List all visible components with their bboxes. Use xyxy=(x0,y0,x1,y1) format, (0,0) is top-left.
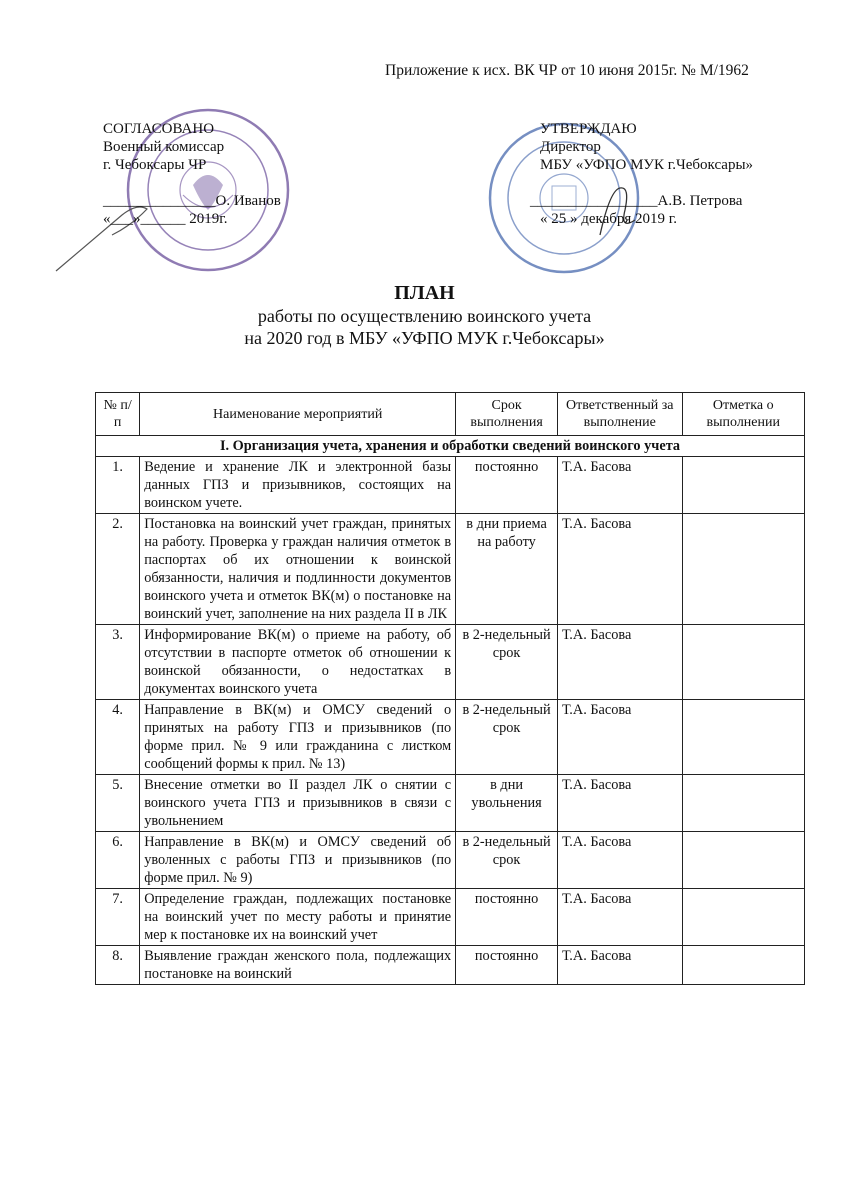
commissar-date: «___»______ 2019г. xyxy=(103,211,228,227)
table-row xyxy=(96,625,805,700)
header-term: Срок выполнения xyxy=(456,393,558,436)
table-header-row xyxy=(96,393,805,436)
director-signature: _________________А.В. Петрова xyxy=(530,193,743,209)
document-title: ПЛАН xyxy=(394,282,455,304)
row-resp: Т.А. Басова xyxy=(558,832,683,889)
row-name: Выявление граждан женского пола, подлежащих постановке на воинский xyxy=(140,946,456,985)
document-subtitle xyxy=(0,305,849,349)
row-num: 5. xyxy=(96,775,140,832)
header-name: Наименование мероприятий xyxy=(140,393,456,436)
row-num: 1. xyxy=(96,457,140,514)
row-term: в дни приема на работу xyxy=(456,514,558,625)
row-term: в 2-недельный срок xyxy=(456,625,558,700)
table-row xyxy=(96,889,805,946)
row-resp: Т.А. Басова xyxy=(558,457,683,514)
row-num: 4. xyxy=(96,700,140,775)
row-name: Направление в ВК(м) и ОМСУ сведений об уволенных с работы ГПЗ и призывников (по форме прил. № 9) xyxy=(140,832,456,889)
subtitle-line-2: на 2020 год в МБУ «УФПО МУК г.Чебоксары» xyxy=(244,328,605,348)
section-row xyxy=(96,436,805,457)
director-position: Директор xyxy=(540,139,601,155)
row-term: в 2-недельный срок xyxy=(456,700,558,775)
row-name: Определение граждан, подлежащих постановке на воинский учет по месту работы и принятие мер к постановке их на воинский учет xyxy=(140,889,456,946)
row-mark xyxy=(682,457,805,514)
row-mark xyxy=(682,700,805,775)
director-date: « 25 » декабря 2019 г. xyxy=(540,211,677,227)
row-term: постоянно xyxy=(456,889,558,946)
table-row xyxy=(96,775,805,832)
row-mark xyxy=(682,625,805,700)
row-term: в дни увольнения xyxy=(456,775,558,832)
approve-label: УТВЕРЖДАЮ xyxy=(540,121,637,137)
row-term: в 2-недельный срок xyxy=(456,832,558,889)
director-org: МБУ «УФПО МУК г.Чебоксары» xyxy=(540,157,754,173)
row-resp: Т.А. Басова xyxy=(558,775,683,832)
row-mark xyxy=(682,946,805,985)
commissar-signature: _______________О. Иванов xyxy=(103,193,281,209)
row-resp: Т.А. Басова xyxy=(558,625,683,700)
annex-note: Приложение к исх. ВК ЧР от 10 июня 2015г. № М/1962 xyxy=(385,62,749,79)
approval-right-block xyxy=(530,120,754,228)
table-row xyxy=(96,514,805,625)
section-title: I. Организация учета, хранения и обработки сведений воинского учета xyxy=(96,436,805,457)
approved-label: СОГЛАСОВАНО xyxy=(103,121,215,137)
header-num: № п/п xyxy=(96,393,140,436)
commissar-position: Военный комиссар xyxy=(103,139,225,155)
row-name: Информирование ВК(м) о приеме на работу, об отсутствии в паспорте отметок об отношении к воинской обязанности, о недостатках в документах воинского учета xyxy=(140,625,456,700)
table-row xyxy=(96,946,805,985)
row-num: 8. xyxy=(96,946,140,985)
row-resp: Т.А. Басова xyxy=(558,889,683,946)
plan-table xyxy=(95,392,805,985)
row-name: Направление в ВК(м) и ОМСУ сведений о принятых на работу ГПЗ и призывников (по форме прил. № 9 или гражданина с листком сообщений формы к прил. № 13) xyxy=(140,700,456,775)
row-num: 7. xyxy=(96,889,140,946)
commissar-org: г. Чебоксары ЧР xyxy=(103,157,207,173)
table-row xyxy=(96,700,805,775)
header-mark: Отметка о выполнении xyxy=(682,393,805,436)
row-name: Постановка на воинский учет граждан, принятых на работу. Проверка у граждан наличия отметок в паспортах об их отношении к воинской обязанности, наличия и подлинности документов воинского учета и отметок ВК(м) о постановке на воинский учет, заполнение на них раздела II в ЛК xyxy=(140,514,456,625)
row-mark xyxy=(682,889,805,946)
row-num: 3. xyxy=(96,625,140,700)
row-resp: Т.А. Басова xyxy=(558,514,683,625)
row-name: Внесение отметки во II раздел ЛК о снятии с воинского учета ГПЗ и призывников в связи с увольнением xyxy=(140,775,456,832)
row-resp: Т.А. Басова xyxy=(558,946,683,985)
subtitle-line-1: работы по осуществлению воинского учета xyxy=(257,306,592,326)
approval-left-block xyxy=(103,120,281,228)
row-mark xyxy=(682,775,805,832)
row-term: постоянно xyxy=(456,946,558,985)
row-mark xyxy=(682,832,805,889)
row-num: 6. xyxy=(96,832,140,889)
row-mark xyxy=(682,514,805,625)
row-name: Ведение и хранение ЛК и электронной базы данных ГПЗ и призывников, состоящих на воинском учете. xyxy=(140,457,456,514)
row-resp: Т.А. Басова xyxy=(558,700,683,775)
row-num: 2. xyxy=(96,514,140,625)
table-row xyxy=(96,457,805,514)
row-term: постоянно xyxy=(456,457,558,514)
header-resp: Ответственный за выполнение xyxy=(558,393,683,436)
table-row xyxy=(96,832,805,889)
